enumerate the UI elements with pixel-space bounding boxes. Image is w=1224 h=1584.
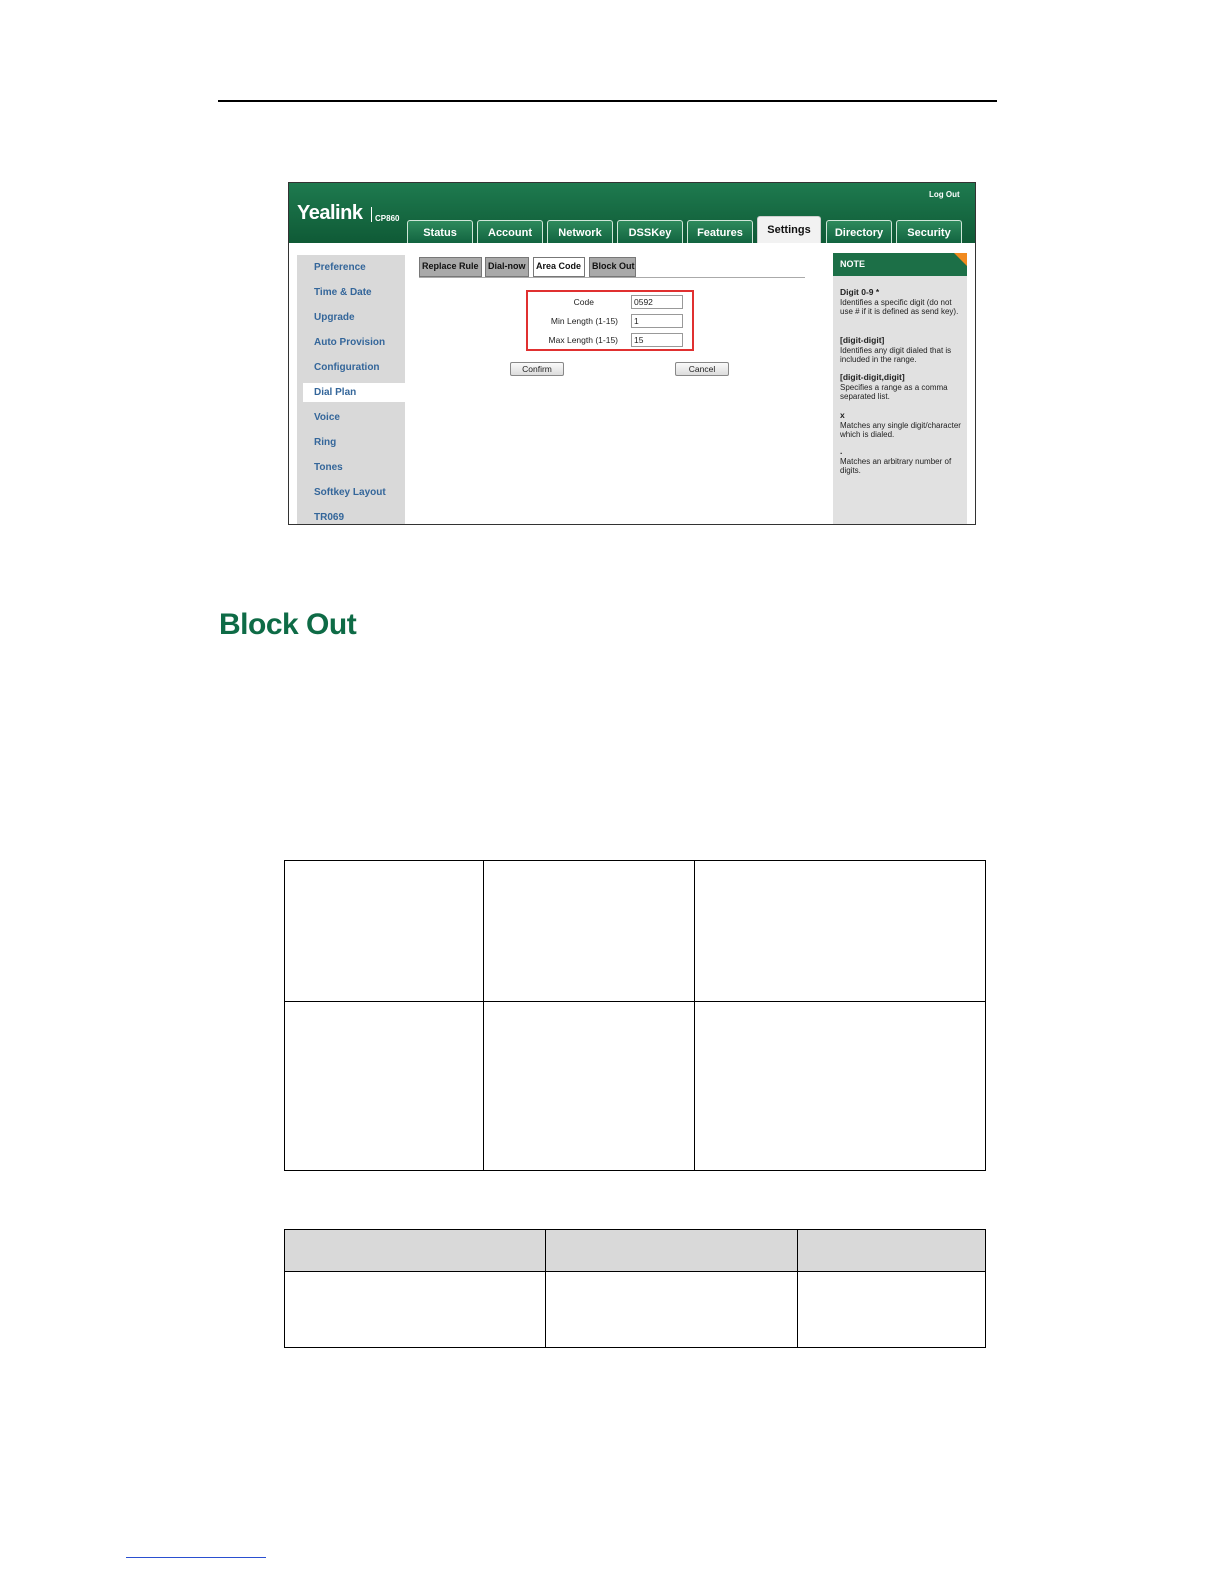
subtab-area-code[interactable]: Area Code: [533, 257, 585, 277]
table-cell: [695, 861, 986, 1002]
table-cell: [285, 1272, 546, 1348]
note-item-head: Digit 0-9 *: [840, 287, 880, 297]
tab-network[interactable]: Network: [547, 220, 613, 243]
table-row: [285, 1002, 986, 1171]
tab-dsskey[interactable]: DSSKey: [617, 220, 683, 243]
note-item: [840, 288, 964, 317]
subtab-underline: [419, 277, 805, 278]
note-item-head: [digit-digit]: [840, 335, 885, 345]
max-length-input[interactable]: 15: [631, 333, 683, 347]
table-cell: [285, 1002, 484, 1171]
table-header-cell: [546, 1230, 798, 1272]
table-cell: [484, 1002, 695, 1171]
cancel-button[interactable]: Cancel: [675, 362, 729, 376]
sidebar-item-time-date[interactable]: Time & Date: [314, 287, 372, 298]
tab-security[interactable]: Security: [896, 220, 962, 243]
tab-status[interactable]: Status: [407, 220, 473, 243]
table-row: [285, 861, 986, 1002]
note-title: NOTE: [833, 253, 967, 276]
sidebar-item-ring[interactable]: Ring: [314, 437, 337, 448]
sidebar-item-auto-provision[interactable]: Auto Provision: [314, 337, 386, 348]
table-cell: [285, 861, 484, 1002]
note-item-head: .: [840, 446, 843, 456]
sidebar-item-voice[interactable]: Voice: [314, 412, 340, 423]
logo-separator: [371, 207, 372, 222]
note-item: [840, 373, 964, 402]
table-cell: [546, 1272, 798, 1348]
logout-link[interactable]: Log Out: [929, 190, 960, 199]
parameter-table: [284, 860, 986, 1171]
settings-table: [284, 1229, 986, 1348]
note-item-body: Identifies any digit dialed that is included in the range.: [840, 345, 952, 364]
yealink-logo: Yealink: [297, 202, 363, 224]
note-corner-decoration: [954, 253, 967, 266]
note-item-body: Identifies a specific digit (do not use # if it is defined as send key).: [840, 297, 959, 316]
sidebar-item-configuration[interactable]: Configuration: [314, 362, 380, 373]
section-heading: Block Out: [219, 608, 357, 641]
table-row: [285, 1272, 986, 1348]
subtab-replace-rule[interactable]: Replace Rule: [419, 257, 482, 277]
tab-features[interactable]: Features: [687, 220, 753, 243]
code-label: Code: [573, 297, 594, 307]
sidebar-item-tones[interactable]: Tones: [314, 462, 343, 473]
subtab-dial-now[interactable]: Dial-now: [485, 257, 529, 277]
table-cell: [798, 1272, 986, 1348]
note-item-body: Matches any single digit/character which is dialed.: [840, 420, 961, 439]
code-input[interactable]: 0592: [631, 295, 683, 309]
sidebar-item-preference[interactable]: Preference: [314, 262, 366, 273]
min-length-label: Min Length (1-15): [550, 316, 618, 326]
note-item: [840, 447, 964, 476]
sidebar-item-tr069[interactable]: TR069: [314, 512, 345, 523]
sidebar-item-dial-plan[interactable]: Dial Plan: [314, 387, 357, 398]
table-cell: [695, 1002, 986, 1171]
web-ui-screenshot: [288, 182, 976, 525]
table-header-cell: [285, 1230, 546, 1272]
confirm-button[interactable]: Confirm: [510, 362, 564, 376]
note-item-head: x: [840, 410, 845, 420]
table-header-cell: [798, 1230, 986, 1272]
table-cell: [484, 861, 695, 1002]
subtab-block-out[interactable]: Block Out: [589, 257, 636, 277]
sidebar-item-softkey-layout[interactable]: Softkey Layout: [314, 487, 386, 498]
note-item-head: [digit-digit,digit]: [840, 372, 905, 382]
tab-settings[interactable]: Settings: [757, 216, 821, 243]
table-header-row: [285, 1230, 986, 1272]
note-item-body: Specifies a range as a comma separated list.: [840, 382, 948, 401]
sidebar-item-upgrade[interactable]: Upgrade: [314, 312, 355, 323]
note-item: [840, 411, 964, 440]
page-header-rule: [218, 100, 997, 102]
max-length-label: Max Length (1-15): [548, 335, 618, 345]
tab-account[interactable]: Account: [477, 220, 543, 243]
note-item: [840, 336, 964, 365]
model-label: CP860: [375, 214, 400, 223]
footer-link-underline: [126, 1557, 266, 1558]
note-item-body: Matches an arbitrary number of digits.: [840, 456, 952, 475]
tab-directory[interactable]: Directory: [826, 220, 892, 243]
min-length-input[interactable]: 1: [631, 314, 683, 328]
